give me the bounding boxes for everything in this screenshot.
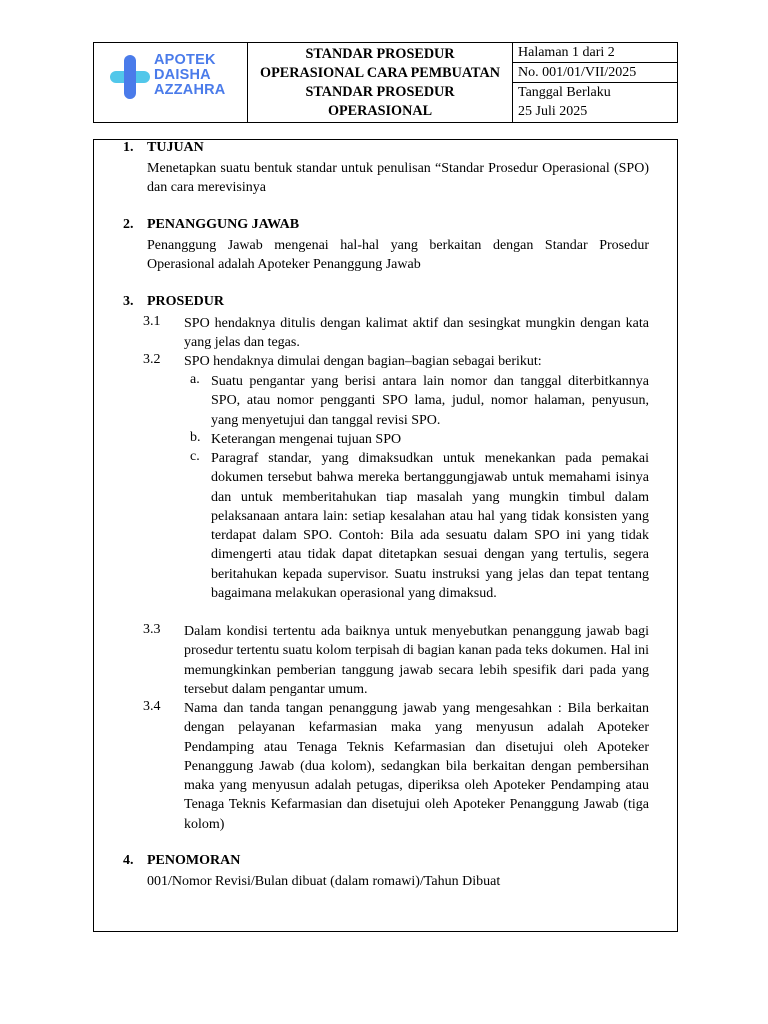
logo-line-1: APOTEK <box>154 52 216 68</box>
section-4-title: PENOMORAN <box>147 853 241 868</box>
item-3-3-number: 3.3 <box>143 622 161 637</box>
item-3-2-b-letter: b. <box>190 430 201 445</box>
document-title: STANDAR PROSEDUR OPERASIONAL CARA PEMBUATAN STANDAR PROSEDUR OPERASIONAL <box>260 45 500 119</box>
item-3-4-number: 3.4 <box>143 699 161 714</box>
item-3-1-text: SPO hendaknya ditulis dengan kalimat aktif dan sesingkat mungkin dengan kata yang jelas dan tegas. <box>184 316 649 351</box>
effective-label: Tanggal Berlaku <box>518 85 611 100</box>
item-3-2-c-text: Paragraf standar, yang dimaksudkan untuk menekankan pada pemakai dokumen tersebut bahwa mereka bertanggungjawab untuk memahami isinya dan untuk memberitahukan tiap masalah yang mungkin timbul dalam pelaksanaan antara lain: setiap kesalahan atau hal yang tidak konsisten yang terdapat dalam SPO. Contoh: Bila ada sesuatu dalam SPO ini yang tidak dimengerti atau tidak dapat ditetapkan sesuai dengan yang tertulis, segera beritahukan kepada supervisor. Suatu instruksi yang jelas dan tepat tentang bagaimana melakukan operasional yang dimaksud. <box>211 451 649 602</box>
doc-number: No. 001/01/VII/2025 <box>513 63 677 83</box>
section-4-number: 4. <box>123 853 134 868</box>
logo-line-2: DAISHA <box>154 67 211 83</box>
section-3-number: 3. <box>123 294 134 309</box>
medical-cross-icon <box>110 53 150 101</box>
section-1-number: 1. <box>123 140 134 155</box>
logo-line-3: AZZAHRA <box>154 82 226 98</box>
section-3-title: PROSEDUR <box>147 294 225 309</box>
item-3-2-text: SPO hendaknya dimulai dengan bagian–bagian sebagai berikut: <box>184 354 542 369</box>
effective-date: 25 Juli 2025 <box>518 104 588 119</box>
item-3-3-text: Dalam kondisi tertentu ada baiknya untuk menyebutkan penanggung jawab bagi prosedur tertentu suatu kolom terpisah di bagian kanan pada teks dokumen. Hal ini memungkinkan pemberian tanggung jawab secara lebih spesifik dari pada yang tersebut dalam pengantar umum. <box>184 624 649 697</box>
section-1-title: TUJUAN <box>147 140 204 155</box>
section-2-title: PENANGGUNG JAWAB <box>147 217 300 232</box>
document-body <box>93 139 678 932</box>
page-info: Halaman 1 dari 2 <box>513 43 677 63</box>
item-3-2-number: 3.2 <box>143 352 161 367</box>
item-3-4-text: Nama dan tanda tangan penanggung jawab yang mengesahkan : Bila berkaitan dengan pelayanan kefarmasian maka yang menyusun adalah Apoteker Pendamping atau Tenaga Teknis Kefarmasian dan disetujui oleh Apoteker Penanggung Jawab (dua kolom), sedangkan bila berkaitan dengan pembersihan maka yang menyusun adalah petugas, diperiksa oleh Apoteker Pendamping atau Tenaga Teknis Kefarmasian dan disetujui oleh Apoteker Penanggung Jawab (tiga kolom) <box>184 701 649 832</box>
document-meta-cell <box>513 43 677 122</box>
section-4-text: 001/Nomor Revisi/Bulan dibuat (dalam romawi)/Tahun Dibuat <box>147 874 501 889</box>
section-2-text: Penanggung Jawab mengenai hal-hal yang berkaitan dengan Standar Prosedur Operasional adalah Apoteker Penanggung Jawab <box>147 238 649 273</box>
item-3-2-b-text: Keterangan mengenai tujuan SPO <box>211 432 402 447</box>
item-3-1-number: 3.1 <box>143 314 161 329</box>
section-2-number: 2. <box>123 217 134 232</box>
section-1-text: Menetapkan suatu bentuk standar untuk penulisan “Standar Prosedur Operasional (SPO) dan cara merevisinya <box>147 161 649 196</box>
item-3-2-a-letter: a. <box>190 372 200 387</box>
document-title-cell <box>248 43 513 122</box>
logo-cell <box>94 43 248 122</box>
logo-text <box>154 53 225 98</box>
document-header <box>93 42 678 123</box>
item-3-2-a-text: Suatu pengantar yang berisi antara lain nomor dan tanggal diterbitkannya SPO, atau nomor pengganti SPO lama, judul, nomor halaman, penyusun, yang menyetujui dan tanggal revisi SPO. <box>211 374 649 428</box>
item-3-2-c-letter: c. <box>190 449 200 464</box>
